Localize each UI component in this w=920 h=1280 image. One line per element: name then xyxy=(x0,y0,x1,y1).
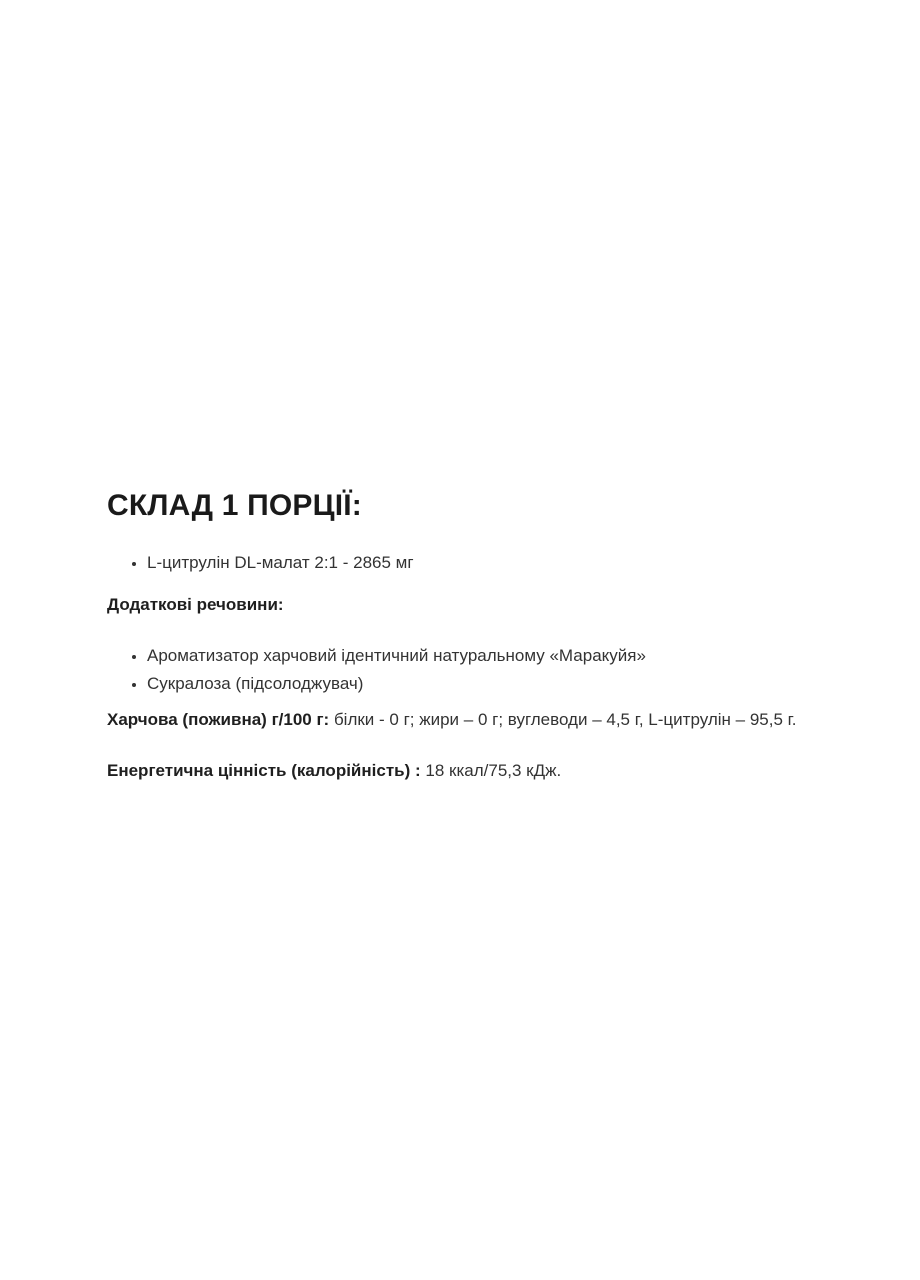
energy-line xyxy=(107,759,837,783)
additive-text: Ароматизатор харчовий ідентичний натуральному «Маракуйя» xyxy=(147,646,646,665)
additive-item xyxy=(147,670,837,698)
nutrition-value: білки - 0 г; жири – 0 г; вуглеводи – 4,5 г, L-цитрулін – 95,5 г. xyxy=(333,710,797,729)
serving-ingredients-list xyxy=(107,549,837,577)
composition-title: СКЛАД 1 ПОРЦІЇ: xyxy=(107,489,362,522)
nutrition-line xyxy=(107,708,837,732)
additives-heading: Додаткові речовини: xyxy=(107,595,284,614)
additive-text: Сукралоза (підсолоджувач) xyxy=(147,674,364,693)
additive-item xyxy=(147,642,837,670)
additives-list xyxy=(107,642,837,698)
composition-section xyxy=(107,489,837,810)
nutrition-label: Харчова (поживна) г/100 г: xyxy=(107,710,330,729)
serving-ingredient-text: L-цитрулін DL-малат 2:1 - 2865 мг xyxy=(147,553,414,572)
energy-label: Енергетична цінність (калорійність) : xyxy=(107,761,421,780)
energy-value: 18 ккал/75,3 кДж. xyxy=(425,761,562,780)
serving-ingredient-item xyxy=(147,549,837,577)
